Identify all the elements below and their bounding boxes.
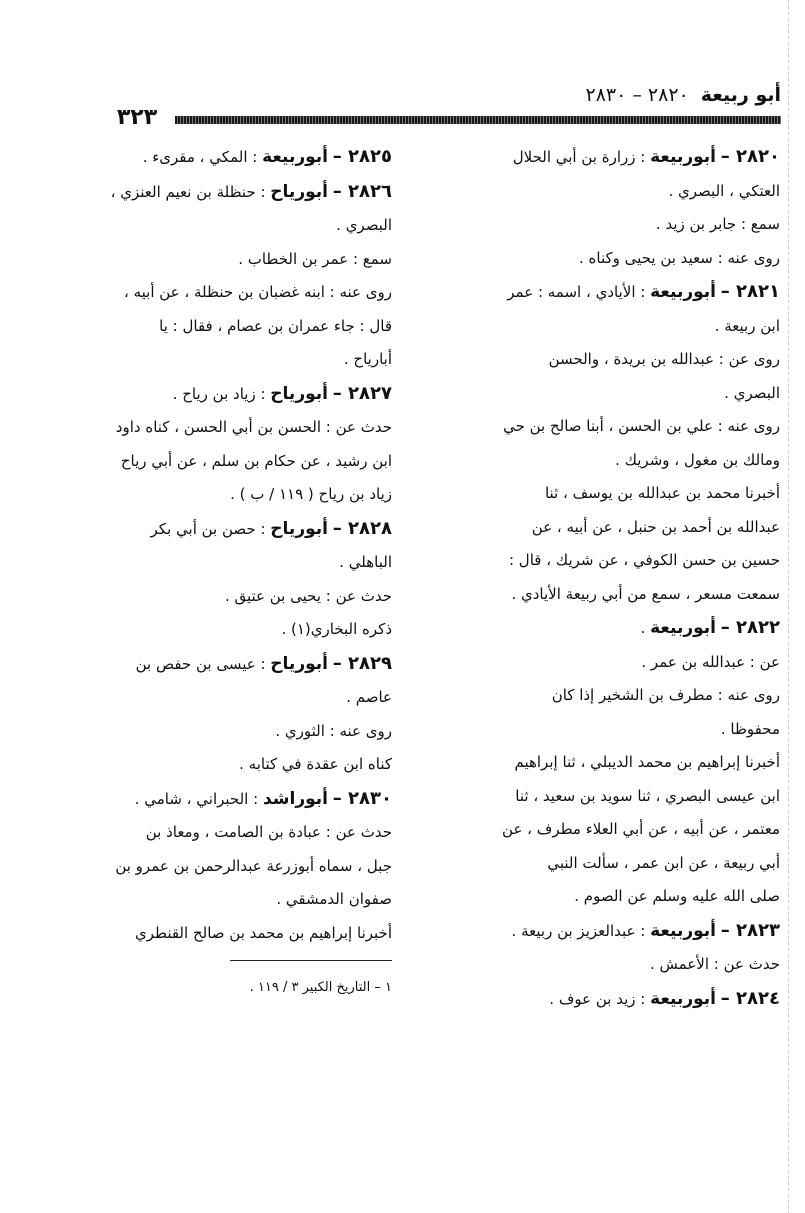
- entry-name: أبوربيعة: [650, 147, 716, 167]
- running-header-name: أبو ربيعة: [700, 84, 781, 106]
- text-line: سمع : عمر بن الخطاب .: [238, 249, 392, 268]
- text-line: حدث عن : الأعمش .: [650, 955, 780, 973]
- text-line: سمع : جابر بن زيد .: [655, 215, 780, 233]
- entry-description: : المكي ، مقرىء .: [142, 148, 258, 166]
- entry-heading-line: [100, 512, 392, 547]
- right-column: [410, 140, 780, 1016]
- text-line: عن : عبدالله بن عمر .: [641, 652, 780, 671]
- entry-description: : حنظلة بن نعيم العنزي ،: [110, 182, 266, 201]
- text-line: ابن عيسى البصري ، ثنا سويد بن سعيد ، ثنا: [515, 786, 780, 805]
- page-number: ٣٢٣: [116, 105, 158, 130]
- text-line: صلى الله عليه وسلم عن الصوم .: [574, 887, 780, 905]
- entry-heading-line: [410, 982, 780, 1017]
- entry-heading-line: [100, 377, 392, 412]
- header-rule: [175, 116, 781, 124]
- footnote-rule: [230, 960, 392, 961]
- text-line: معتمر ، عن أبيه ، عن أبي العلاء مطرف ، عن: [502, 820, 780, 838]
- entry-number: ٢٨٢٢ –: [720, 617, 780, 638]
- scan-edge-line: [788, 0, 789, 1213]
- entry-description: .: [640, 619, 646, 637]
- entry-description: : زيد بن عوف .: [549, 989, 646, 1008]
- entry-description: : عبدالعزيز بن ربيعة .: [511, 921, 646, 940]
- text-line: روى عنه : ابنه غضبان بن حنظلة ، عن أبيه ،: [123, 283, 392, 301]
- entry-number: ٢٨٢٣ –: [720, 919, 780, 941]
- entry-number: ٢٨٣٠ –: [332, 787, 392, 809]
- entry-description: : الحبراني ، شامي .: [134, 789, 259, 808]
- entry-heading-line: [410, 914, 780, 949]
- text-line: حدث عن : عبادة بن الصامت ، ومعاذ بن: [145, 823, 392, 841]
- text-line: جبل ، سماه أبوزرعة عبدالرحمن بن عمرو بن: [115, 856, 392, 875]
- text-line: زياد بن رياح ( ١١٩ / ب ) .: [230, 485, 392, 503]
- text-line: روى عنه : سعيد بن يحيى وكناه .: [579, 248, 780, 267]
- text-line: ذكره البخاري(١) .: [281, 620, 392, 638]
- text-line: ابن رشيد ، عن حكام بن سلم ، عن أبي رياح: [120, 451, 392, 470]
- entry-number: ٢٨٢٠ –: [720, 146, 780, 167]
- entry-description: : الأيادي ، اسمه : عمر: [507, 283, 646, 301]
- entry-heading-line: [100, 140, 392, 175]
- running-header-range: ٢٨٢٠ – ٢٨٣٠: [585, 84, 689, 106]
- entry-description: : زياد بن رياح .: [172, 384, 266, 403]
- text-line: أبي ربيعة ، عن ابن عمر ، سألت النبي: [547, 853, 780, 872]
- entry-heading-line: [410, 140, 780, 175]
- entry-heading-line: [100, 782, 392, 817]
- text-line: قال : جاء عمران بن عصام ، فقال : يا: [159, 316, 392, 335]
- entry-name: أبوربيعة: [650, 988, 716, 1009]
- entry-description: : حصن بن أبي بكر: [150, 519, 266, 538]
- left-column: [100, 140, 392, 950]
- text-line: محفوظا .: [720, 719, 780, 738]
- text-line: حدث عن : يحيى بن عتيق .: [224, 586, 392, 605]
- entry-name: أبورياح: [270, 383, 328, 404]
- text-line: روى عن : عبدالله بن بريدة ، والحسن: [548, 350, 780, 368]
- entry-number: ٢٨٢٦ –: [332, 180, 392, 202]
- entry-description: : عيسى بن حفص بن: [135, 654, 266, 673]
- running-header: [100, 84, 781, 114]
- entry-name: أبورياح: [270, 181, 328, 202]
- text-line: روى عنه : علي بن الحسن ، أبنا صالح بن حي: [503, 417, 780, 435]
- text-line: كناه ابن عقدة في كتابه .: [239, 755, 392, 773]
- text-line: حدث عن : الحسن بن أبي الحسن ، كناه داود: [115, 418, 392, 436]
- entry-name: أبوربيعة: [650, 920, 716, 941]
- footnote: ١ – التاريخ الكبير ٣ / ١١٩ .: [249, 980, 392, 995]
- entry-number: ٢٨٢٩ –: [332, 652, 392, 674]
- entry-name: أبوراشد: [262, 788, 328, 809]
- text-line: حسين بن حسن الكوفي ، عن شريك ، قال :: [508, 551, 780, 569]
- text-line: ومالك بن مغول ، وشريك .: [615, 450, 780, 469]
- entry-name: أبورياح: [270, 518, 328, 539]
- text-line: سمعت مسعر ، سمع من أبي ربيعة الأيادي .: [511, 584, 780, 603]
- entry-name: أبورياح: [270, 653, 328, 674]
- entry-heading-line: [410, 611, 780, 646]
- text-line: أخبرنا إبراهيم بن محمد بن صالح القنطري: [135, 923, 392, 942]
- entry-name: أبوربيعة: [262, 147, 328, 167]
- text-line: ابن ربيعة .: [714, 316, 780, 335]
- text-line: الباهلي .: [339, 553, 392, 571]
- entry-heading-line: [410, 275, 780, 310]
- entry-number: ٢٨٢١ –: [720, 281, 780, 302]
- entry-number: ٢٨٢٤ –: [720, 987, 780, 1009]
- text-line: البصري .: [336, 216, 392, 234]
- entry-number: ٢٨٢٥ –: [332, 146, 392, 167]
- text-line: أخبرنا محمد بن عبدالله بن يوسف ، ثنا: [544, 484, 780, 502]
- text-line: أبارياح .: [343, 350, 392, 368]
- entry-heading-line: [100, 647, 392, 682]
- entry-number: ٢٨٢٨ –: [332, 517, 392, 539]
- text-line: عاصم .: [346, 688, 392, 706]
- entry-description: : زرارة بن أبي الحلال: [512, 148, 646, 166]
- text-line: أخبرنا إبراهيم بن محمد الديبلي ، ثنا إبراهيم: [514, 753, 780, 771]
- text-line: روى عنه : الثوري .: [275, 721, 392, 740]
- entry-heading-line: [100, 175, 392, 210]
- text-line: العتكي ، البصري .: [668, 181, 780, 200]
- text-line: عبدالله بن أحمد بن حنبل ، عن أبيه ، عن: [531, 517, 780, 536]
- entry-name: أبوربيعة: [650, 282, 716, 302]
- text-line: البصري .: [724, 383, 780, 402]
- text-line: صفوان الدمشقي .: [276, 890, 392, 908]
- entry-number: ٢٨٢٧ –: [332, 382, 392, 404]
- text-line: روى عنه : مطرف بن الشخير إذا كان: [551, 686, 780, 704]
- entry-name: أبوربيعة: [650, 618, 716, 638]
